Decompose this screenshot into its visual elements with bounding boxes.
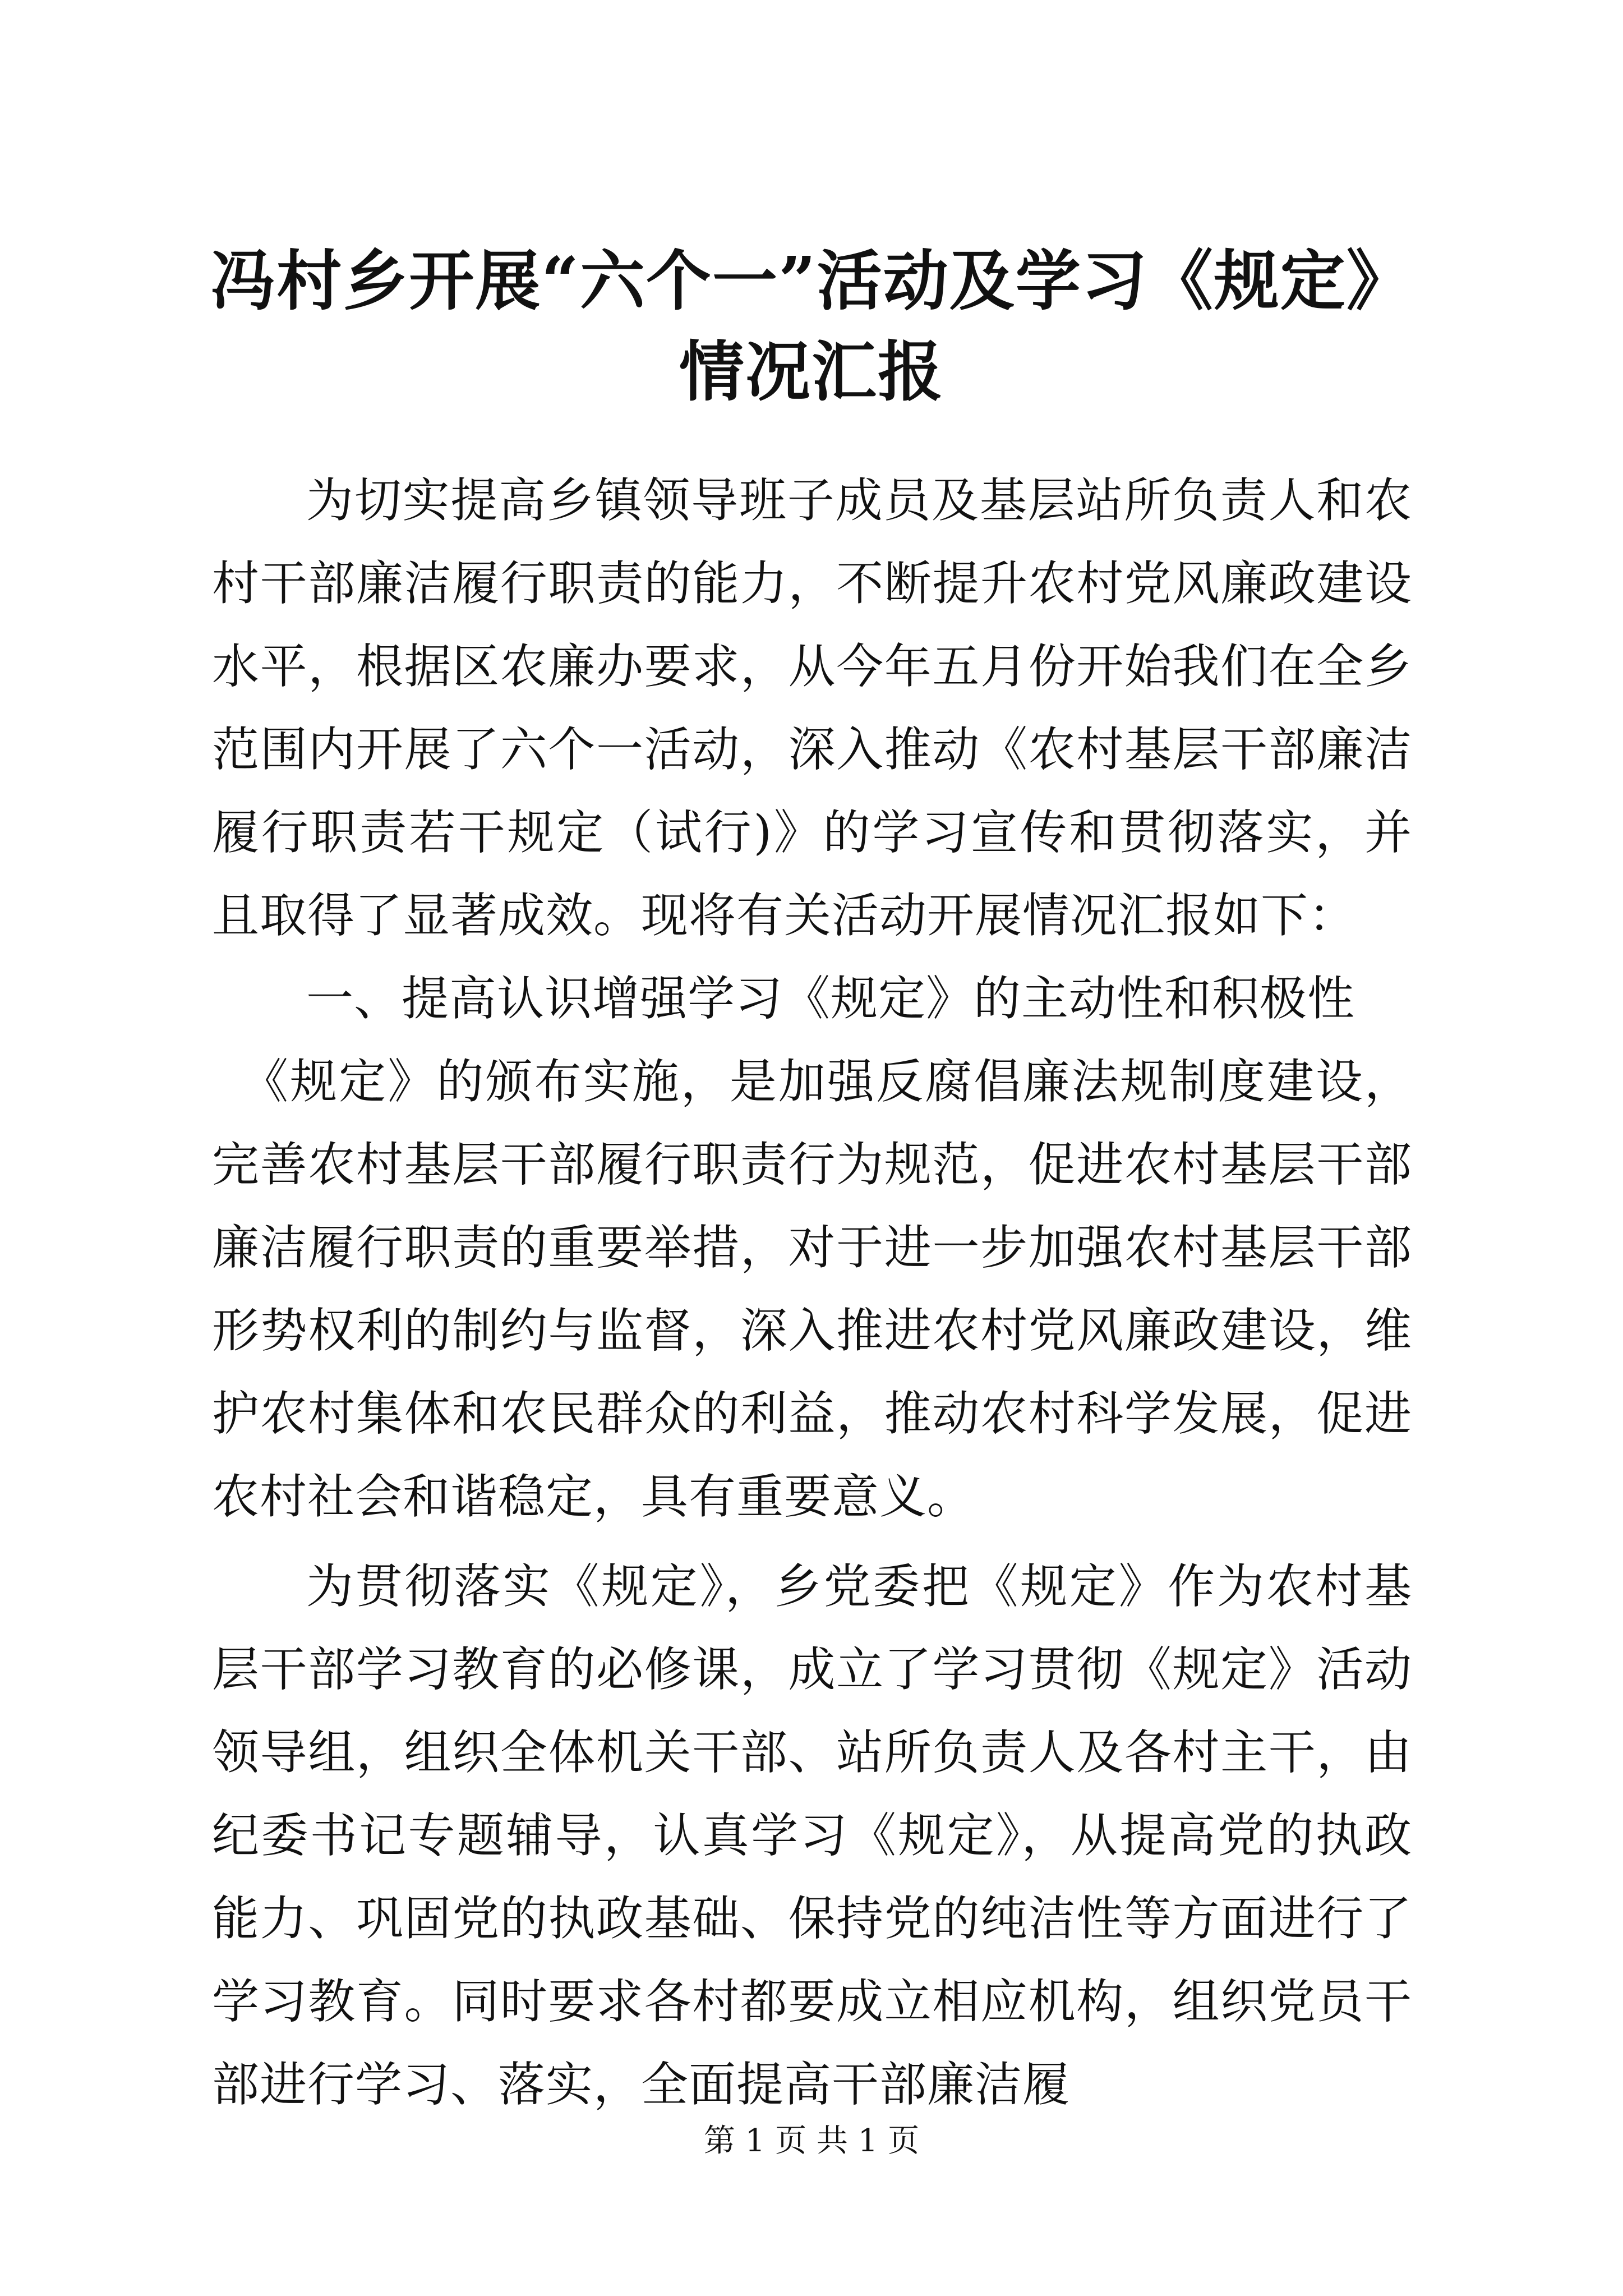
section-heading-1: 一、提高认识增强学习《规定》的主动性和积极性: [306, 971, 1355, 1026]
document-title: 冯村乡开展“六个一”活动及学习《规定》情况汇报: [210, 243, 1413, 410]
paragraph-significance: 《规定》的颁布实施，是加强反腐倡廉法规制度建设，完善农村基层干部履行职责行为规范，促进农村基层干部廉洁履行职责的重要举措，对于进一步加强农村基层干部形势权利的制约与监督，深入推进农村党风廉政建设，维护农村集体和农民群众的利益，推动农村科学发展，促进农村社会和谐稳定，具有重要意义。: [212, 1054, 1412, 1524]
page-number-footer: 第 1 页 共 1 页: [703, 2123, 920, 2159]
paragraph-intro: 为切实提高乡镇领导班子成员及基层站所负责人和农村干部廉洁履行职责的能力，不断提升农村党风廉政建设水平，根据区农廉办要求，从今年五月份开始我们在全乡范围内开展了六个一活动，深入推动《农村基层干部廉洁履行职责若干规定（试行)》的学习宣传和贯彻落实，并且取得了显著成效。现将有关活动开展情况汇报如下：: [212, 473, 1412, 943]
document-body: [212, 459, 1412, 2126]
paragraph-implementation: 为贯彻落实《规定》，乡党委把《规定》作为农村基层干部学习教育的必修课，成立了学习贯彻《规定》活动领导组，组织全体机关干部、站所负责人及各村主干，由纪委书记专题辅导，认真学习《规定》，从提高党的执政能力、巩固党的执政基础、保持党的纯洁性等方面进行了学习教育。同时要求各村都要成立相应机构，组织党员干部进行学习、落实，全面提高干部廉洁履: [212, 1559, 1412, 2112]
